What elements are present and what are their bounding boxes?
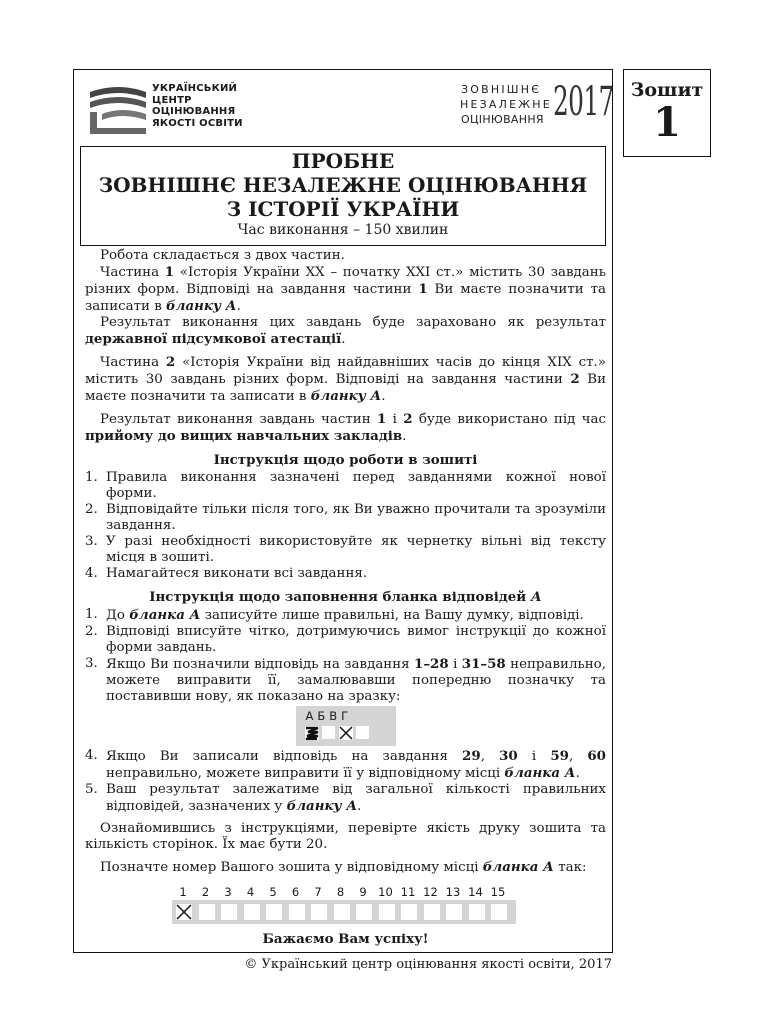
number-label: 8 bbox=[336, 885, 345, 899]
zno-year: 2017 bbox=[553, 79, 614, 125]
number-cell bbox=[176, 904, 192, 920]
zno-line: НЕЗАЛЕЖНЕ bbox=[460, 98, 552, 111]
number-cell bbox=[244, 904, 260, 920]
intro-p3: Результат виконання цих завдань буде зараховано як результат державної підсумкової атестації. bbox=[85, 315, 606, 347]
number-label: 11 bbox=[400, 885, 416, 899]
list-item: 1. До бланка А записуйте лише правильні, на Вашу думку, відповіді. bbox=[85, 607, 584, 623]
number-cell bbox=[266, 904, 282, 920]
sample-cell bbox=[356, 726, 369, 739]
number-cell bbox=[379, 904, 395, 920]
number-label: 12 bbox=[423, 885, 438, 899]
number-cell bbox=[199, 904, 215, 920]
title-box bbox=[80, 146, 606, 246]
number-label: 4 bbox=[246, 885, 255, 899]
list-item: 4. Намагайтеся виконати всі завдання. bbox=[85, 566, 368, 581]
closing-p2: Позначте номер Вашого зошита у відповідному місці бланка А так: bbox=[100, 859, 587, 875]
blotted-mark-icon bbox=[305, 726, 319, 740]
intro-p5: Результат виконання завдань частин 1 і 2 буде використано під час прийому до вищих навчальних закладів. bbox=[85, 411, 607, 444]
number-cell bbox=[289, 904, 305, 920]
sample-letters: АБВГ bbox=[305, 709, 353, 723]
zno-line: ОЦІНЮВАННЯ bbox=[461, 113, 544, 126]
list-item: 3. У разі необхідності використовуйте як чернетку вільні від тексту місця в зошиті. bbox=[85, 534, 606, 565]
number-label: 9 bbox=[359, 885, 367, 899]
cross-mark-icon bbox=[176, 904, 192, 920]
number-label: 15 bbox=[490, 885, 506, 899]
title-line1: ПРОБНЕ bbox=[291, 149, 395, 173]
notebook-number: 1 bbox=[653, 99, 681, 146]
number-cell bbox=[424, 904, 440, 920]
list-item: 5. Ваш результат залежатиме від загальної кількості правильних відповідей, зазначених у бланку А. bbox=[85, 782, 606, 814]
cross-mark-icon bbox=[339, 726, 353, 740]
copyright: © Український центр оцінювання якості освіти, 2017 bbox=[244, 957, 612, 972]
number-cell bbox=[446, 904, 462, 920]
closing-p1: Ознайомившись з інструкціями, перевірте якість друку зошита та кількість сторінок. Їх має бути 20. bbox=[85, 821, 606, 852]
notebook-instructions-heading: Інструкція щодо роботи в зошиті bbox=[213, 452, 478, 468]
number-cells bbox=[172, 900, 516, 924]
sample-cell bbox=[322, 726, 335, 739]
notebook-number-sample bbox=[85, 884, 606, 924]
intro-p1: Робота складається з двох частин. bbox=[100, 248, 345, 263]
intro-p2: Частина 1 «Історія України XX – початку XXI ст.» містить 30 завдань різних форм. Відповіді на завдання частини 1 Ви маєте позначити та записати в бланку А. bbox=[85, 264, 606, 314]
number-cell bbox=[356, 904, 372, 920]
number-cell bbox=[334, 904, 350, 920]
number-label: 6 bbox=[291, 885, 300, 899]
org-line: ЯКОСТІ ОСВІТИ bbox=[152, 117, 243, 129]
number-label: 5 bbox=[269, 885, 277, 899]
number-label: 1 bbox=[179, 885, 187, 899]
org-line: ОЦІНЮВАННЯ bbox=[152, 106, 236, 117]
number-label: 14 bbox=[468, 885, 483, 899]
list-item: 1. Правила виконання зазначені перед завданнями кожної нової форми. bbox=[85, 470, 606, 501]
number-label: 7 bbox=[314, 885, 322, 899]
list-item: 3. Якщо Ви позначили відповідь на завдання 1–28 і 31–58 неправильно, можете виправити її, замалювавши попередню позначку та поставивши нову, як показано на зразку: bbox=[85, 656, 606, 704]
zno-line: ЗОВНІШНЄ bbox=[461, 83, 542, 96]
notebook-box bbox=[623, 69, 711, 157]
list-item: 2. Відповідайте тільки після того, як Ви уважно прочитали та зрозуміли завдання. bbox=[85, 502, 606, 533]
list-item: 2. Відповіді вписуйте чітко, дотримуючись вимог інструкції до кожної форми завдань. bbox=[85, 624, 606, 655]
notebook-label: Зошит bbox=[630, 79, 704, 101]
intro-p4: Частина 2 «Історія України від найдавніших часів до кінця XIX ст.» містить 30 завдань різних форм. Відповіді на завдання частини 2 Ви маєте позначити та записати в бланку А. bbox=[85, 354, 606, 404]
duration: Час виконання – 150 хвилин bbox=[237, 222, 449, 238]
org-line: ЦЕНТР bbox=[152, 94, 192, 106]
answer-sheet-instructions-heading: Інструкція щодо заповнення бланка відповідей А bbox=[149, 589, 542, 605]
number-cell bbox=[491, 904, 507, 920]
title-line3: З ІСТОРІЇ УКРАЇНИ bbox=[226, 197, 460, 221]
instructions-body bbox=[85, 248, 606, 949]
title-line2: ЗОВНІШНЄ НЕЗАЛЕЖНЕ ОЦІНЮВАННЯ bbox=[98, 173, 588, 197]
wish: Бажаємо Вам успіху! bbox=[262, 931, 429, 947]
number-label: 13 bbox=[445, 885, 461, 899]
number-cell bbox=[221, 904, 237, 920]
number-cell bbox=[401, 904, 417, 920]
number-cell bbox=[311, 904, 327, 920]
number-label: 10 bbox=[378, 885, 393, 899]
number-label: 3 bbox=[224, 885, 232, 899]
org-line: УКРАЇНСЬКИЙ bbox=[152, 83, 238, 94]
number-label: 2 bbox=[201, 885, 210, 899]
correction-sample bbox=[296, 706, 396, 746]
list-item: 4. Якщо Ви записали відповідь на завдання 29, 30 і 59, 60 неправильно, можете виправити її у відповідному місці бланка А. bbox=[85, 748, 606, 781]
number-cell bbox=[469, 904, 485, 920]
